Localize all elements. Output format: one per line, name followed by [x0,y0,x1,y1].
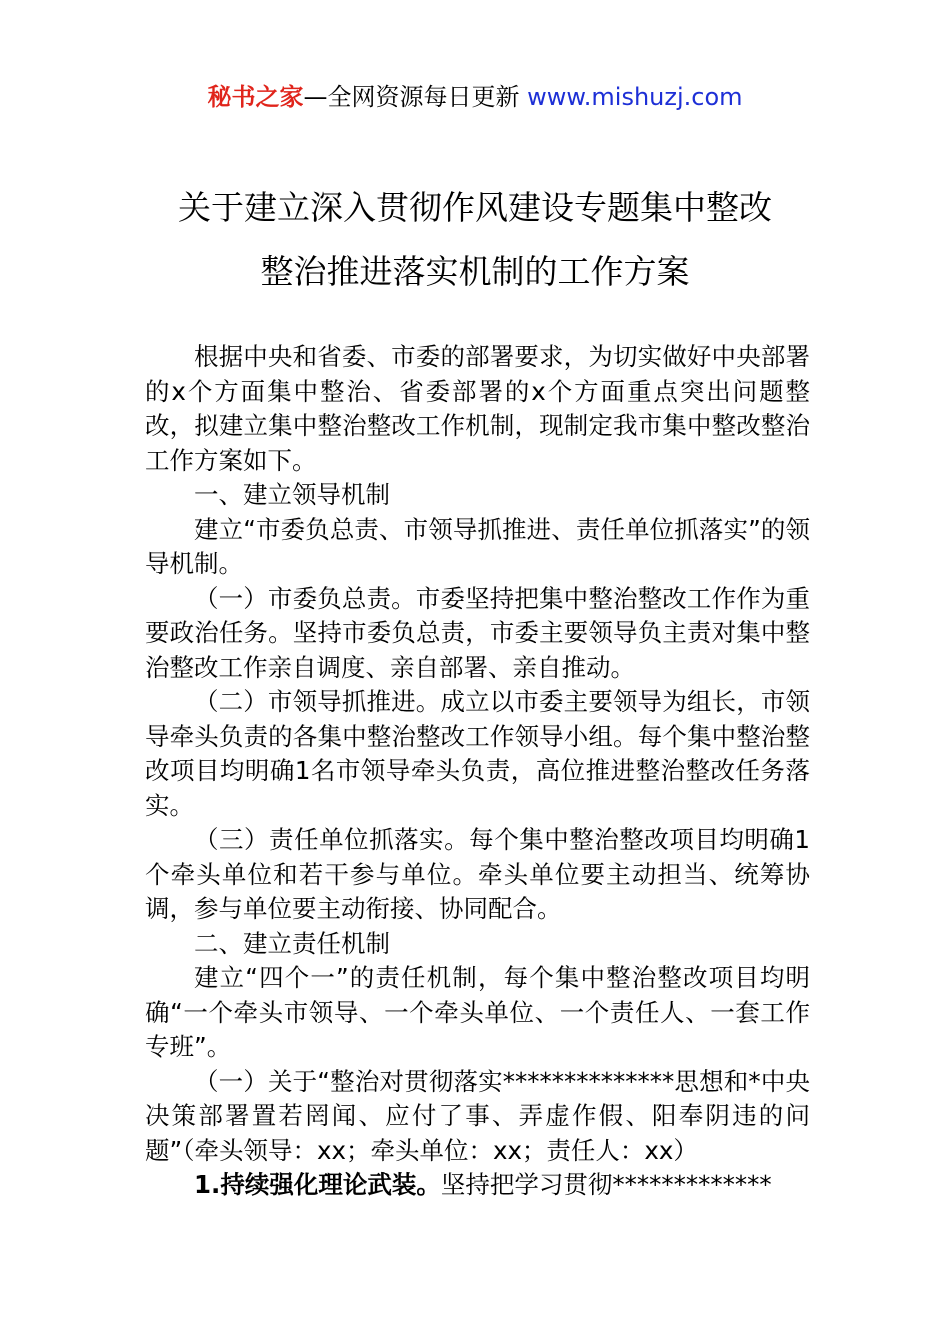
paragraph-item-2: （二）市领导抓推进。成立以市委主要领导为组长，市领导牵头负责的各集中整治整改工作领导小组。每个集中整治整改项目均明确1名市领导牵头负责，高位推进整治整改任务落实。 [145,687,810,820]
title-line-1: 关于建立深入贯彻作风建设专题集中整改 [178,188,772,227]
subitem-1-lead: 1.持续强化理论武装。 [194,1170,441,1199]
paragraph-item-1: （一）市委负总责。市委坚持把集中整治整改工作作为重要政治任务。坚持市委负总责，市委主要领导负主责对集中整治整改工作亲自调度、亲自部署、亲自推动。 [145,583,810,682]
site-header [0,80,950,114]
section-heading-1: 一、建立领导机制 [194,480,390,509]
section-heading-2: 二、建立责任机制 [194,928,390,958]
site-url-link[interactable]: www.mishuzj.com [527,83,743,111]
paragraph-responsibility-mechanism: 建立“四个一”的责任机制，每个集中整治整改项目均明确“一个牵头市领导、一个牵头单位、一个责任人、一套工作专班”。 [145,963,810,1061]
paragraph-leadership-mechanism: 建立“市委负总责、市领导抓推进、责任单位抓落实”的领导机制。 [145,514,810,578]
paragraph-subitem-1 [145,1168,810,1203]
document-title [0,176,950,304]
header-tagline: —全网资源每日更新 [303,83,528,111]
paragraph-rectification-item-1: （一）关于“整治对贯彻落实**************思想和*中央决策部署置若罔闻、应付了事、弄虚作假、阳奉阴违的问题”（牵头领导：xx；牵头单位：xx；责任人：xx） [145,1066,810,1165]
brand-name: 秘书之家 [207,83,304,111]
title-line-2: 整治推进落实机制的工作方案 [260,252,690,291]
subitem-1-text: 坚持把学习贯彻************* [440,1170,772,1199]
document-body [145,340,810,1203]
intro-paragraph: 根据中央和省委、市委的部署要求，为切实做好中央部署的x个方面集中整治、省委部署的x个方面重点突出问题整改，拟建立集中整治整改工作机制，现制定我市集中整改整治工作方案如下。 [145,342,810,475]
paragraph-item-3: （三）责任单位抓落实。每个集中整治整改项目均明确1个牵头单位和若干参与单位。牵头单位要主动担当、统筹协调，参与单位要主动衔接、协同配合。 [145,825,810,923]
